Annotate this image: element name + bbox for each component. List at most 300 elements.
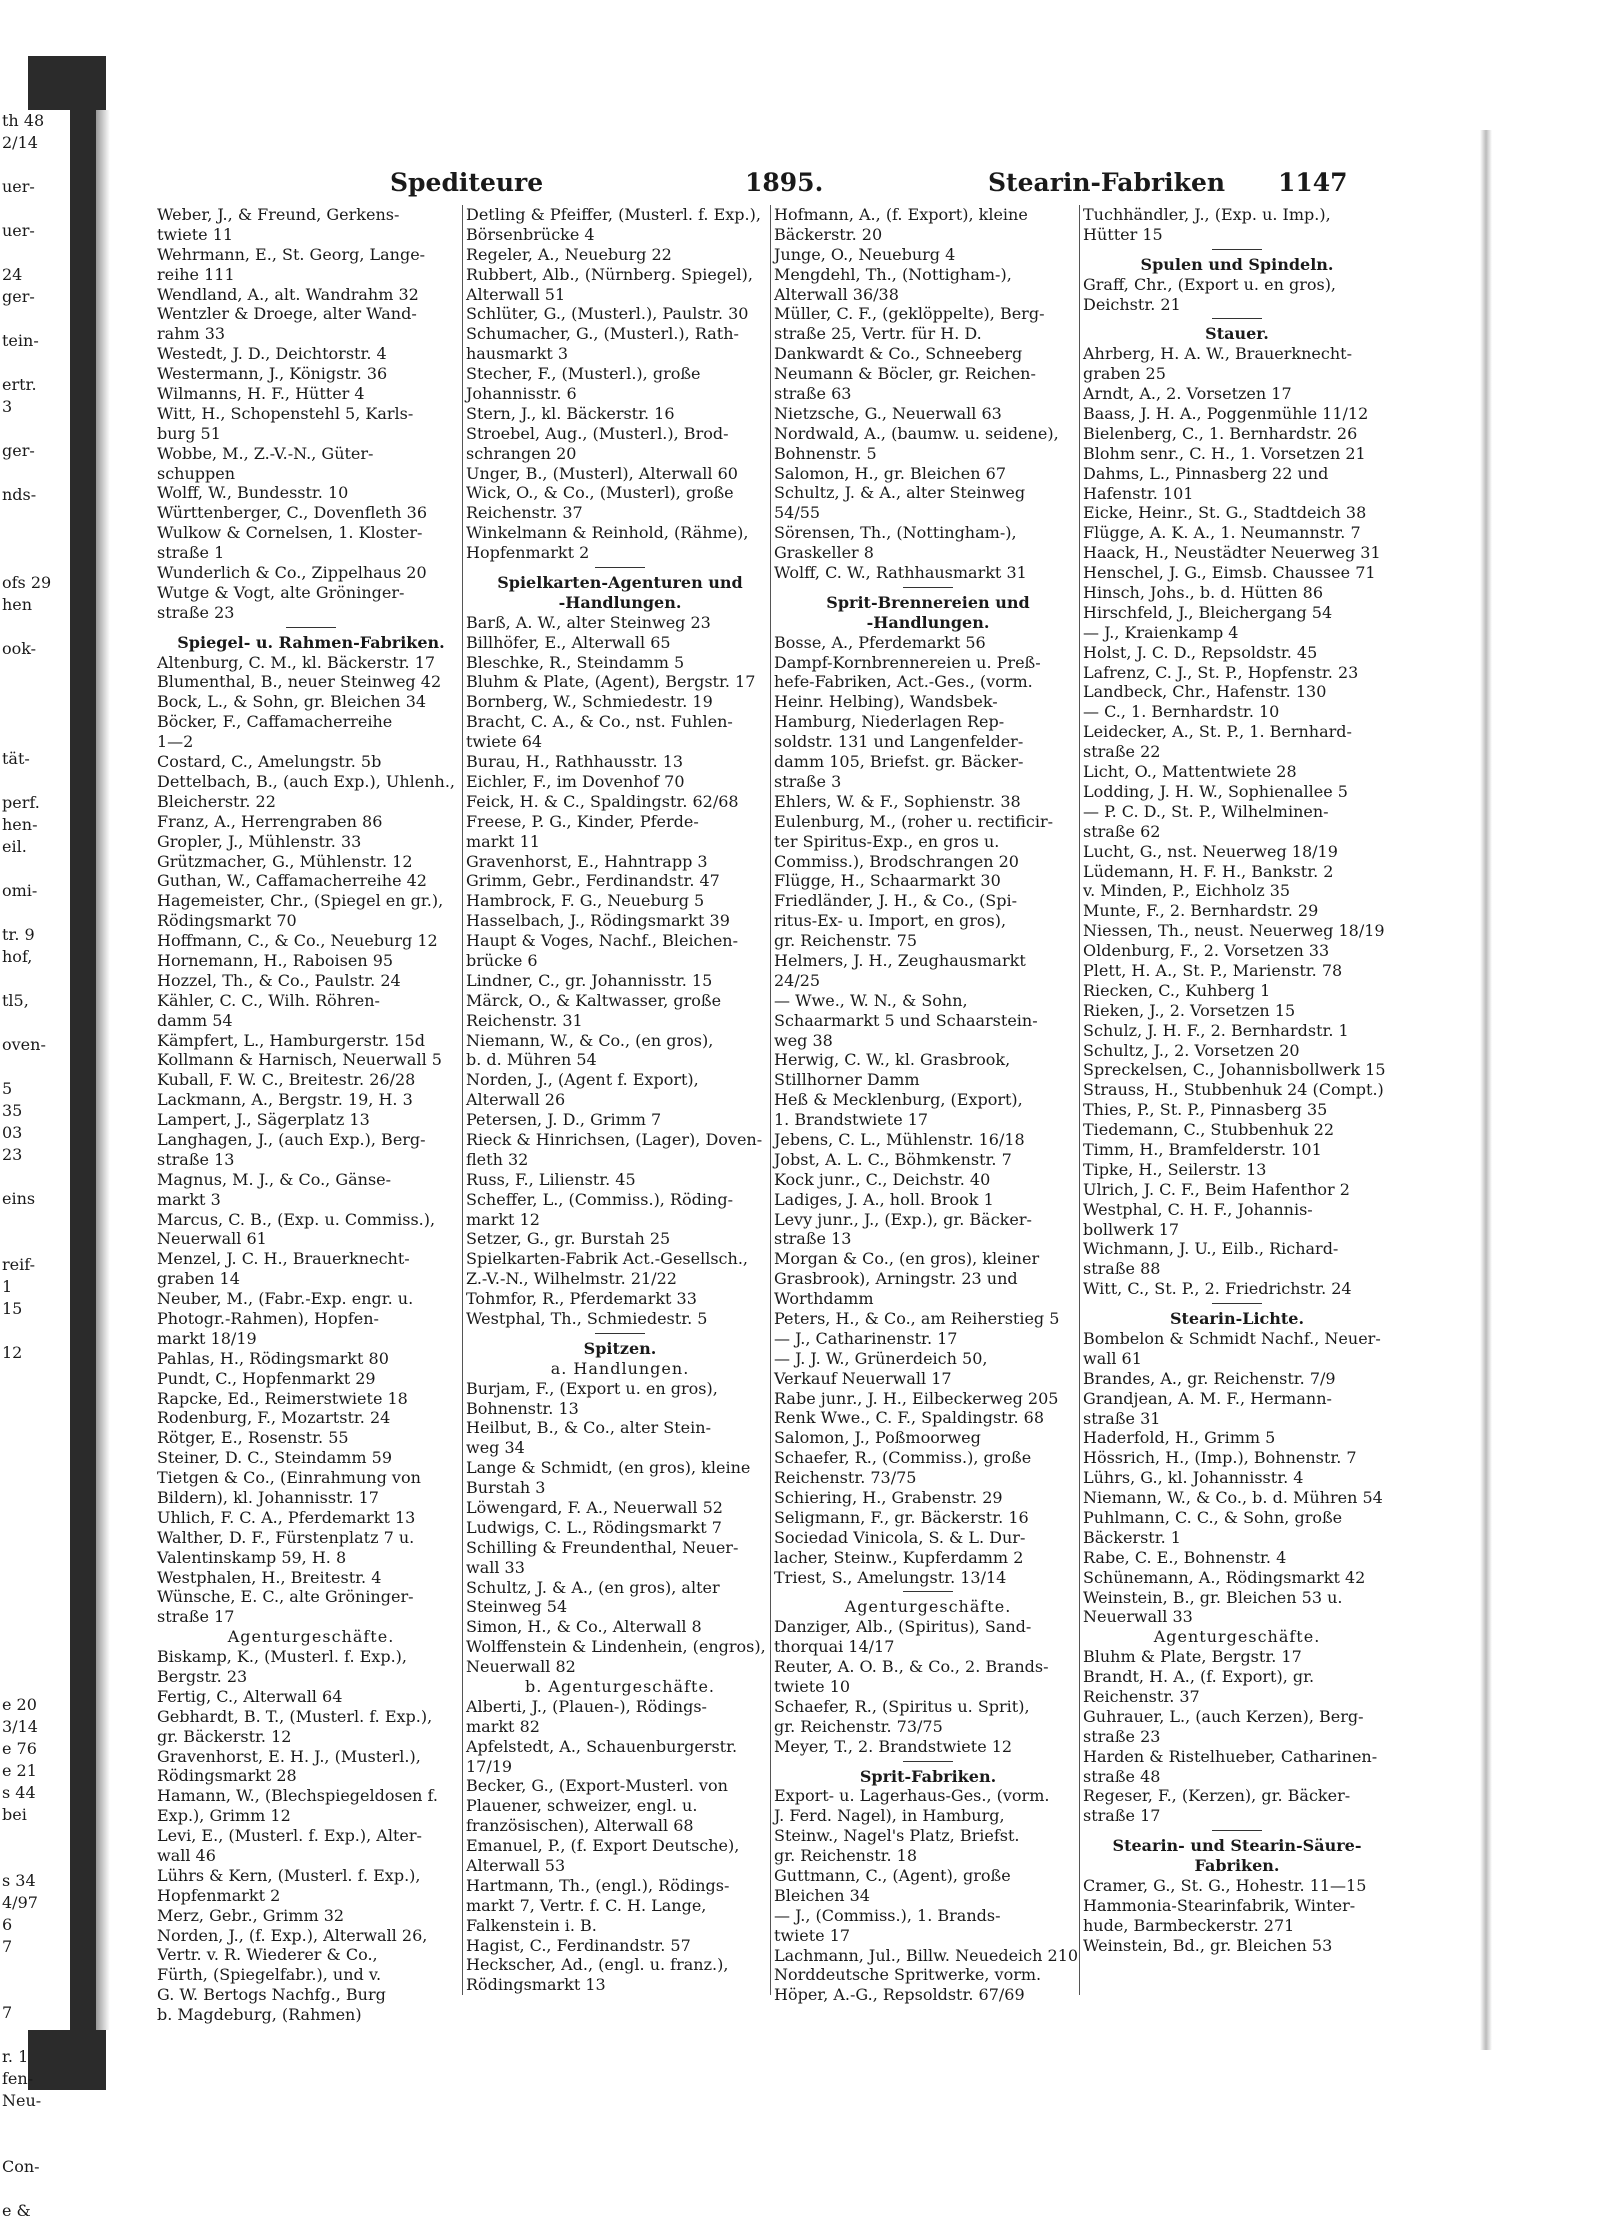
directory-entry-line: Rubbert, Alb., (Nürnberg. Spiegel), bbox=[466, 264, 753, 284]
directory-entry-line: Rödingsmarkt 28 bbox=[157, 1766, 297, 1786]
directory-entry-line: straße 13 bbox=[157, 1149, 235, 1169]
directory-entry-line: soldstr. 131 und Langenfelder- bbox=[774, 732, 1024, 752]
directory-entry-line: Hafenstr. 101 bbox=[1083, 483, 1194, 503]
section-heading: Stauer. bbox=[1205, 324, 1269, 344]
directory-entry-line: Oldenburg, F., 2. Vorsetzen 33 bbox=[1083, 941, 1330, 961]
directory-entry-line: Tietgen & Co., (Einrahmung von bbox=[157, 1468, 421, 1488]
directory-entry-line: Levi, E., (Musterl. f. Exp.), Alter- bbox=[157, 1826, 422, 1846]
directory-entry-line: Wichmann, J. U., Eilb., Richard- bbox=[1083, 1239, 1339, 1259]
directory-entry-line: Bluhm & Plate, (Agent), Bergstr. 17 bbox=[466, 672, 756, 692]
edge-fragment: th 48 bbox=[2, 111, 45, 130]
edge-fragment bbox=[0, 770, 70, 792]
subsection-heading: Agenturgeschäfte. bbox=[1153, 1627, 1321, 1647]
edge-fragment: Con- bbox=[2, 2157, 40, 2176]
directory-entry-line: fleth 32 bbox=[466, 1149, 529, 1169]
directory-entry-line: Bosse, A., Pferdemarkt 56 bbox=[774, 632, 986, 652]
edge-fragment: 15 bbox=[2, 1299, 23, 1318]
directory-entry-line: Nordwald, A., (baumw. u. seidene), bbox=[774, 423, 1059, 443]
directory-entry-line: Schultz, J. & A., (en gros), alter bbox=[466, 1577, 720, 1597]
edge-fragment bbox=[0, 1012, 70, 1034]
edge-fragment bbox=[0, 1408, 70, 1430]
directory-entry-line: — Wwe., W. N., & Sohn, bbox=[774, 990, 968, 1010]
directory-entry-line: Schaefer, R., (Commiss.), große bbox=[774, 1448, 1032, 1468]
directory-entry-line: Becker, G., (Export-Musterl. von bbox=[466, 1776, 728, 1796]
directory-entry-line: Arndt, A., 2. Vorsetzen 17 bbox=[1083, 384, 1292, 404]
directory-entry-line: Costard, C., Amelungstr. 5b bbox=[157, 752, 382, 772]
edge-fragment: 5 bbox=[2, 1079, 13, 1098]
directory-entry-line: Blumenthal, B., neuer Steinweg 42 bbox=[157, 672, 442, 692]
directory-entry-line: Rabe, C. E., Bohnenstr. 4 bbox=[1083, 1547, 1287, 1567]
directory-entry-line: markt 11 bbox=[466, 831, 540, 851]
directory-entry-line: Schilling & Freundenthal, Neuer- bbox=[466, 1537, 739, 1557]
edge-fragment: tein- bbox=[2, 331, 39, 350]
directory-entry-line: Ladiges, J. A., holl. Brook 1 bbox=[774, 1189, 994, 1209]
directory-entry-line: Haupt & Voges, Nachf., Bleichen- bbox=[466, 931, 739, 951]
directory-entry-line: b. Magdeburg, (Rahmen) bbox=[157, 2005, 362, 2025]
section-rule bbox=[466, 563, 774, 573]
edge-fragment bbox=[0, 1650, 70, 1672]
directory-entry-line: Neumann & Böcler, gr. Reichen- bbox=[774, 364, 1036, 384]
directory-entry-line: Friedländer, J. H., & Co., (Spi- bbox=[774, 891, 1018, 911]
edge-fragment bbox=[0, 1320, 70, 1342]
directory-entry-line: Stern, J., kl. Bäckerstr. 16 bbox=[466, 403, 675, 423]
directory-entry-line: Schaefer, R., (Spiritus u. Sprit), bbox=[774, 1696, 1030, 1716]
directory-entry-line: Rodenburg, F., Mozartstr. 24 bbox=[157, 1408, 391, 1428]
directory-entry-line: hefe-Fabriken, Act.-Ges., (vorm. bbox=[774, 672, 1033, 692]
directory-entry-line: Bäckerstr. 20 bbox=[774, 224, 883, 244]
edge-fragment: reif- bbox=[2, 1255, 35, 1274]
directory-entry-line: — J., (Commiss.), 1. Brands- bbox=[774, 1905, 1001, 1925]
directory-entry-line: Tiedemann, C., Stubbenhuk 22 bbox=[1083, 1120, 1335, 1140]
edge-fragment: ook- bbox=[2, 639, 37, 658]
section-heading: Fabriken. bbox=[1194, 1856, 1280, 1876]
directory-entry-line: Ludwigs, C. L., Rödingsmarkt 7 bbox=[466, 1517, 722, 1537]
directory-entry-line: Kollmann & Harnisch, Neuerwall 5 bbox=[157, 1050, 442, 1070]
edge-fragment: uer- bbox=[2, 221, 35, 240]
directory-entry-line: Morgan & Co., (en gros), kleiner bbox=[774, 1249, 1040, 1269]
directory-entry-line: Bielenberg, C., 1. Bernhardstr. 26 bbox=[1083, 423, 1358, 443]
directory-entry-line: Strauss, H., Stubbenhuk 24 (Compt.) bbox=[1083, 1080, 1384, 1100]
directory-entry-line: Dettelbach, B., (auch Exp.), Uhlenh., bbox=[157, 771, 456, 791]
directory-entry-line: Regeler, A., Neueburg 22 bbox=[466, 244, 672, 264]
directory-entry-line: Hofmann, A., (f. Export), kleine bbox=[774, 205, 1028, 224]
directory-entry-line: Merz, Gebr., Grimm 32 bbox=[157, 1905, 345, 1925]
edge-fragment bbox=[0, 2178, 70, 2200]
directory-entry-line: Petersen, J. D., Grimm 7 bbox=[466, 1110, 662, 1130]
directory-entry-line: Bohnenstr. 5 bbox=[774, 443, 877, 463]
edge-fragment bbox=[0, 726, 70, 748]
directory-entry-line: Billhöfer, E., Alterwall 65 bbox=[466, 632, 671, 652]
directory-entry-line: Hagist, C., Ferdinandstr. 57 bbox=[466, 1935, 691, 1955]
directory-entry-line: Hopfenmarkt 2 bbox=[157, 1885, 281, 1905]
edge-fragment: ertr. bbox=[2, 375, 37, 394]
directory-entry-line: Cramer, G., St. G., Hohestr. 11—15 bbox=[1083, 1876, 1367, 1896]
edge-fragment: tät- bbox=[2, 749, 30, 768]
edge-fragment: ger- bbox=[2, 441, 35, 460]
directory-entry-line: b. d. Mühren 54 bbox=[466, 1050, 597, 1070]
directory-entry-line: Wick, O., & Co., (Musterl), große bbox=[466, 483, 734, 503]
edge-fragment bbox=[0, 308, 70, 330]
directory-entry-line: Bock, L., & Sohn, gr. Bleichen 34 bbox=[157, 692, 427, 712]
directory-entry-line: Hamann, W., (Blechspiegeldosen f. bbox=[157, 1786, 438, 1806]
directory-entry-line: damm 54 bbox=[157, 1010, 233, 1030]
directory-entry-line: rahm 33 bbox=[157, 324, 226, 344]
directory-entry-line: Wehrmann, E., St. Georg, Lange- bbox=[157, 244, 426, 264]
edge-fragment: s 44 bbox=[2, 1783, 36, 1802]
directory-entry-line: straße 31 bbox=[1083, 1408, 1161, 1428]
directory-entry-line: Gropler, J., Mühlenstr. 33 bbox=[157, 831, 362, 851]
directory-entry-line: Plauener, schweizer, engl. u. bbox=[466, 1796, 698, 1816]
edge-fragment: 2/14 bbox=[2, 133, 38, 152]
directory-entry-line: gr. Reichenstr. 18 bbox=[774, 1846, 918, 1866]
edge-fragment bbox=[0, 902, 70, 924]
directory-entry-line: Graff, Chr., (Export u. en gros), bbox=[1083, 274, 1337, 294]
directory-entry-line: Licht, O., Mattentwiete 28 bbox=[1083, 762, 1297, 782]
edge-fragment bbox=[0, 418, 70, 440]
edge-fragment: 24 bbox=[2, 265, 23, 284]
directory-entry-line: schuppen bbox=[157, 463, 236, 483]
directory-entry-line: Graskeller 8 bbox=[774, 543, 874, 563]
directory-entry-line: Regeser, F., (Kerzen), gr. Bäcker- bbox=[1083, 1786, 1351, 1806]
section-heading: Spulen und Spindeln. bbox=[1140, 254, 1334, 274]
directory-entry-line: reihe 111 bbox=[157, 264, 235, 284]
directory-entry-line: Hopfenmarkt 2 bbox=[466, 543, 590, 563]
directory-entry-line: Niemann, W., & Co., b. d. Mühren 54 bbox=[1083, 1488, 1383, 1508]
edge-fragment: ofs 29 bbox=[2, 573, 52, 592]
directory-entry-line: Wentzler & Droege, alter Wand- bbox=[157, 304, 417, 324]
directory-entry-line: 54/55 bbox=[774, 503, 821, 523]
directory-entry-line: Rödingsmarkt 70 bbox=[157, 911, 297, 931]
directory-entry-line: Bleschke, R., Steindamm 5 bbox=[466, 652, 685, 672]
directory-entry-line: Westphal, Th., Schmiedestr. 5 bbox=[466, 1308, 708, 1328]
edge-fragment bbox=[0, 550, 70, 572]
directory-entry-line: Böcker, F., Caffamacherreihe bbox=[157, 712, 393, 732]
directory-entry-line: straße 62 bbox=[1083, 821, 1161, 841]
directory-entry-line: Pundt, C., Hopfenmarkt 29 bbox=[157, 1368, 376, 1388]
directory-entry-line: Guhrauer, L., (auch Kerzen), Berg- bbox=[1083, 1706, 1364, 1726]
directory-entry-line: wall 33 bbox=[466, 1557, 525, 1577]
edge-fragment: 1 bbox=[2, 1277, 13, 1296]
directory-entry-line: Valentinskamp 59, H. 8 bbox=[157, 1547, 347, 1567]
edge-fragment bbox=[0, 1540, 70, 1562]
edge-fragment: fen- bbox=[2, 2069, 34, 2088]
directory-entry-line: straße 88 bbox=[1083, 1259, 1161, 1279]
edge-fragment bbox=[0, 704, 70, 726]
directory-entry-line: Herwig, C. W., kl. Grasbrook, bbox=[774, 1050, 1011, 1070]
directory-entry-line: Dahms, L., Pinnasberg 22 und bbox=[1083, 463, 1329, 483]
directory-entry-line: Lührs, G., kl. Johannisstr. 4 bbox=[1083, 1468, 1304, 1488]
section-heading: -Handlungen. bbox=[558, 592, 682, 612]
directory-entry-line: Burau, H., Rathhausstr. 13 bbox=[466, 752, 684, 772]
edge-fragment bbox=[0, 1496, 70, 1518]
directory-entry-line: Burjam, F., (Export u. en gros), bbox=[466, 1378, 718, 1398]
edge-fragment bbox=[0, 1210, 70, 1232]
directory-entry-line: Brandt, H. A., (f. Export), gr. bbox=[1083, 1667, 1315, 1687]
directory-entry-line: Hagemeister, Chr., (Spiegel en gr.), bbox=[157, 891, 444, 911]
directory-entry-line: Tohmfor, R., Pferdemarkt 33 bbox=[466, 1289, 697, 1309]
header-right-title: Stearin-Fabriken bbox=[988, 168, 1226, 197]
directory-entry-line: Lüdemann, H. F. H., Bankstr. 2 bbox=[1083, 861, 1334, 881]
directory-entry-line: Uhlich, F. C. A., Pferdemarkt 13 bbox=[157, 1507, 416, 1527]
directory-entry-line: Detling & Pfeiffer, (Musterl. f. Exp.), bbox=[466, 205, 761, 224]
section-rule bbox=[1083, 1299, 1391, 1309]
directory-entry-line: Alterwall 53 bbox=[466, 1856, 566, 1876]
subsection-heading: b. Agenturgeschäfte. bbox=[525, 1677, 715, 1697]
directory-entry-line: Russ, F., Lilienstr. 45 bbox=[466, 1169, 636, 1189]
directory-entry-line: Alberti, J., (Plauen-), Rödings- bbox=[466, 1696, 707, 1716]
directory-entry-line: Heilbut, B., & Co., alter Stein- bbox=[466, 1418, 711, 1438]
directory-entry-line: Barß, A. W., alter Steinweg 23 bbox=[466, 612, 711, 632]
edge-fragment: 03 bbox=[2, 1123, 23, 1142]
directory-entry-line: damm 105, Briefst. gr. Bäcker- bbox=[774, 752, 1024, 772]
directory-entry-line: Westedt, J. D., Deichtorstr. 4 bbox=[157, 344, 387, 364]
directory-entry-line: markt 12 bbox=[466, 1209, 540, 1229]
directory-entry-line: Rötger, E., Rosenstr. 55 bbox=[157, 1428, 349, 1448]
directory-entry-line: Blohm senr., C. H., 1. Vorsetzen 21 bbox=[1083, 443, 1366, 463]
edge-fragment bbox=[0, 242, 70, 264]
directory-entry-line: Eicke, Heinr., St. G., Stadtdeich 38 bbox=[1083, 503, 1367, 523]
directory-entry-line: Fertig, C., Alterwall 64 bbox=[157, 1686, 343, 1706]
edge-fragment bbox=[0, 1584, 70, 1606]
directory-entry-line: Lange & Schmidt, (en gros), kleine bbox=[466, 1458, 751, 1478]
edge-fragment bbox=[0, 1826, 70, 1848]
directory-entry-line: Alterwall 26 bbox=[466, 1090, 566, 1110]
directory-entry-line: lacher, Steinw., Kupferdamm 2 bbox=[774, 1547, 1024, 1567]
edge-fragment: uer- bbox=[2, 177, 35, 196]
directory-entry-line: Schiering, H., Grabenstr. 29 bbox=[774, 1488, 1003, 1507]
directory-entry-line: Norddeutsche Spritwerke, vorm. bbox=[774, 1965, 1042, 1985]
directory-entry-line: Rapcke, Ed., Reimerstwiete 18 bbox=[157, 1388, 408, 1408]
edge-fragment bbox=[0, 1166, 70, 1188]
directory-entry-line: Franz, A., Herrengraben 86 bbox=[157, 811, 383, 831]
directory-entry-line: Steiner, D. C., Steindamm 59 bbox=[157, 1448, 393, 1468]
edge-fragment bbox=[0, 1628, 70, 1650]
directory-entry-line: Setzer, G., gr. Burstah 25 bbox=[466, 1229, 671, 1249]
directory-entry-line: Lackmann, A., Bergstr. 19, H. 3 bbox=[157, 1090, 413, 1110]
directory-entry-line: Burstah 3 bbox=[466, 1478, 546, 1498]
directory-entry-line: Henschel, J. G., Eimsb. Chaussee 71 bbox=[1083, 563, 1376, 583]
directory-entry-line: Spielkarten-Fabrik Act.-Gesellsch., bbox=[466, 1249, 748, 1269]
directory-entry-line: Wulkow & Cornelsen, 1. Kloster- bbox=[157, 523, 423, 543]
directory-entry-line: Witt, C., St. P., 2. Friedrichstr. 24 bbox=[1083, 1279, 1352, 1299]
directory-entry-line: Bäckerstr. 1 bbox=[1083, 1527, 1181, 1547]
edge-fragment: 3/14 bbox=[2, 1717, 38, 1736]
section-heading: Spitzen. bbox=[583, 1338, 657, 1358]
directory-entry-line: Simon, H., & Co., Alterwall 8 bbox=[466, 1617, 702, 1637]
directory-entry-line: Ahrberg, H. A. W., Brauerknecht- bbox=[1083, 344, 1352, 364]
directory-entry-line: ter Spiritus-Exp., en gros u. bbox=[774, 831, 1000, 851]
section-heading: Sprit-Fabriken. bbox=[859, 1766, 997, 1786]
page-header bbox=[390, 168, 1620, 208]
directory-entry-line: Ehlers, W. & F., Sophienstr. 38 bbox=[774, 791, 1021, 811]
directory-entry-line: Grasbrook), Arningstr. 23 und bbox=[774, 1269, 1018, 1289]
directory-entry-line: Wendland, A., alt. Wandrahm 32 bbox=[157, 284, 419, 304]
directory-entry-line: straße 1 bbox=[157, 543, 225, 563]
edge-fragment bbox=[0, 1364, 70, 1386]
directory-entry-line: Niessen, Th., neust. Neuerweg 18/19 bbox=[1083, 921, 1385, 941]
directory-entry-line: Weber, J., & Freund, Gerkens- bbox=[157, 205, 400, 224]
directory-entry-line: twiete 17 bbox=[774, 1925, 851, 1945]
directory-entry-line: straße 3 bbox=[774, 771, 842, 791]
directory-entry-line: Wolff, C. W., Rathhausmarkt 31 bbox=[774, 563, 1027, 583]
directory-entry-line: Hamburg, Niederlagen Rep- bbox=[774, 712, 1005, 732]
edge-fragment bbox=[0, 968, 70, 990]
page-gutter-shadow bbox=[96, 110, 110, 2030]
directory-entry-line: brücke 6 bbox=[466, 950, 538, 970]
directory-entry-line: Thies, P., St. P., Pinnasberg 35 bbox=[1083, 1100, 1328, 1120]
directory-entry-line: Bohnenstr. 13 bbox=[466, 1398, 579, 1418]
header-left-title: Spediteure bbox=[390, 168, 544, 197]
section-rule bbox=[774, 583, 1082, 593]
directory-entry-line: G. W. Bertogs Nachfg., Burg bbox=[157, 1985, 386, 2005]
edge-fragment: r. 1 bbox=[2, 2047, 29, 2066]
column-divider bbox=[462, 205, 463, 1995]
directory-entry-line: v. Minden, P., Eichholz 35 bbox=[1083, 881, 1291, 901]
directory-entry-line: Märck, O., & Kaltwasser, große bbox=[466, 990, 722, 1010]
directory-entry-line: Dankwardt & Co., Schneeberg bbox=[774, 344, 1023, 364]
edge-fragment bbox=[0, 1672, 70, 1694]
directory-entry-line: Pahlas, H., Rödingsmarkt 80 bbox=[157, 1348, 389, 1368]
directory-entry-line: Munte, F., 2. Bernhardstr. 29 bbox=[1083, 901, 1319, 921]
directory-entry-line: straße 25, Vertr. für H. D. bbox=[774, 324, 982, 344]
directory-entry-line: Hartmann, Th., (engl.), Rödings- bbox=[466, 1875, 730, 1895]
edge-fragment bbox=[0, 1518, 70, 1540]
directory-entry-line: Salomon, H., gr. Bleichen 67 bbox=[774, 463, 1006, 483]
directory-entry-line: Kämpfert, L., Hamburgerstr. 15d bbox=[157, 1030, 425, 1050]
column-2 bbox=[466, 205, 774, 2005]
edge-fragment bbox=[0, 616, 70, 638]
edge-fragment bbox=[0, 462, 70, 484]
directory-entry-line: straße 17 bbox=[1083, 1806, 1161, 1826]
directory-entry-line: Hasselbach, J., Rödingsmarkt 39 bbox=[466, 911, 730, 931]
directory-entry-line: Biskamp, K., (Musterl. f. Exp.), bbox=[157, 1647, 407, 1667]
column-3 bbox=[774, 205, 1082, 2005]
directory-entry-line: Rieck & Hinrichsen, (Lager), Doven- bbox=[466, 1129, 763, 1149]
directory-entry-line: Löwengard, F. A., Neuerwall 52 bbox=[466, 1498, 723, 1517]
edge-fragment bbox=[0, 1474, 70, 1496]
directory-entry-line: gr. Bäckerstr. 12 bbox=[157, 1726, 292, 1746]
directory-entry-line: Wolffenstein & Lindenhein, (engros), bbox=[466, 1637, 766, 1657]
directory-entry-line: Norden, J., (f. Exp.), Alterwall 26, bbox=[157, 1925, 428, 1945]
directory-entry-line: markt 7, Vertr. f. C. H. Lange, bbox=[466, 1895, 707, 1915]
directory-entry-line: graben 14 bbox=[157, 1269, 240, 1289]
directory-entry-line: ritus-Ex- u. Import, en gros), bbox=[774, 911, 1007, 931]
edge-fragment: eil. bbox=[2, 837, 27, 856]
edge-fragment: hof, bbox=[2, 947, 33, 966]
directory-entry-line: Reichenstr. 73/75 bbox=[774, 1468, 917, 1488]
directory-entry-line: Landbeck, Chr., Hafenstr. 130 bbox=[1083, 682, 1327, 702]
directory-entry-line: Heß & Mecklenburg, (Export), bbox=[774, 1090, 1023, 1110]
directory-entry-line: Haderfold, H., Grimm 5 bbox=[1083, 1428, 1276, 1448]
section-rule bbox=[774, 1757, 1082, 1767]
directory-entry-line: Gravenhorst, E. H. J., (Musterl.), bbox=[157, 1746, 421, 1766]
directory-entry-line: hausmarkt 3 bbox=[466, 344, 569, 364]
subsection-heading: Agenturgeschäfte. bbox=[227, 1627, 395, 1647]
section-rule bbox=[466, 1329, 774, 1339]
edge-fragment bbox=[0, 528, 70, 550]
directory-entry-line: straße 48 bbox=[1083, 1766, 1161, 1786]
directory-entry-line: burg 51 bbox=[157, 423, 221, 443]
directory-entry-line: Guttmann, C., (Agent), große bbox=[774, 1866, 1011, 1886]
directory-entry-line: Bombelon & Schmidt Nachf., Neuer- bbox=[1083, 1328, 1381, 1348]
directory-entry-line: Hammonia-Stearinfabrik, Winter- bbox=[1083, 1895, 1356, 1915]
directory-entry-line: Unger, B., (Musterl), Alterwall 60 bbox=[466, 463, 738, 483]
directory-entry-line: Jobst, A. L. C., Böhmkenstr. 7 bbox=[774, 1149, 1012, 1169]
directory-entry-line: Worthdamm bbox=[774, 1289, 874, 1309]
directory-entry-line: Johannisstr. 6 bbox=[466, 384, 577, 404]
directory-entry-line: thorquai 14/17 bbox=[774, 1637, 895, 1657]
directory-entry-line: Westphal, C. H. F., Johannis- bbox=[1083, 1199, 1313, 1219]
directory-entry-line: Neuerwall 82 bbox=[466, 1657, 576, 1677]
edge-fragment: bei bbox=[2, 1805, 27, 1824]
edge-fragment: 6 bbox=[2, 1915, 13, 1934]
directory-entry-line: Norden, J., (Agent f. Export), bbox=[466, 1070, 699, 1090]
directory-entry-line: Seligmann, F., gr. Bäckerstr. 16 bbox=[774, 1507, 1029, 1527]
directory-entry-line: Bracht, C. A., & Co., nst. Fuhlen- bbox=[466, 712, 733, 732]
directory-entry-line: Hinsch, Johs., b. d. Hütten 86 bbox=[1083, 583, 1324, 603]
section-rule bbox=[1083, 1826, 1391, 1836]
directory-entry-line: Alterwall 51 bbox=[466, 284, 566, 304]
directory-entry-line: Lampert, J., Sägerplatz 13 bbox=[157, 1110, 370, 1130]
directory-entry-line: Kähler, C. C., Wilh. Röhren- bbox=[157, 990, 380, 1010]
directory-entry-line: straße 63 bbox=[774, 384, 852, 404]
directory-entry-line: Württenberger, C., Dovenfleth 36 bbox=[157, 503, 428, 523]
directory-entry-line: Neuerwall 33 bbox=[1083, 1607, 1193, 1627]
directory-entry-line: Meyer, T., 2. Brandstwiete 12 bbox=[774, 1736, 1013, 1756]
directory-entry-line: — C., 1. Bernhardstr. 10 bbox=[1083, 702, 1280, 722]
directory-entry-line: Peters, H., & Co., am Reiherstieg 5 bbox=[774, 1308, 1060, 1328]
directory-entry-line: Eulenburg, M., (roher u. rectificir- bbox=[774, 811, 1054, 831]
directory-entry-line: Grandjean, A. M. F., Hermann- bbox=[1083, 1388, 1332, 1408]
directory-entry-line: Lindner, C., gr. Johannisstr. 15 bbox=[466, 970, 713, 990]
directory-entry-line: Neuerwall 61 bbox=[157, 1229, 267, 1249]
directory-entry-line: Lucht, G., nst. Neuerweg 18/19 bbox=[1083, 841, 1338, 861]
directory-entry-line: Stroebel, Aug., (Musterl.), Brod- bbox=[466, 423, 729, 443]
edge-fragment: hen- bbox=[2, 815, 38, 834]
edge-fragment: 12 bbox=[2, 1343, 23, 1362]
edge-fragment: e & bbox=[2, 2201, 31, 2220]
edge-fragment bbox=[0, 858, 70, 880]
directory-entry-line: Nietzsche, G., Neuerwall 63 bbox=[774, 403, 1002, 423]
directory-entry-line: Tipke, H., Seilerstr. 13 bbox=[1083, 1159, 1267, 1179]
directory-entry-line: Triest, S., Amelungstr. 13/14 bbox=[774, 1567, 1007, 1587]
directory-entry-line: Heckscher, Ad., (engl. u. franz.), bbox=[466, 1955, 729, 1975]
subsection-heading: a. Handlungen. bbox=[550, 1358, 690, 1378]
directory-entry-line: Feick, H. & C., Spaldingstr. 62/68 bbox=[466, 791, 739, 811]
directory-entry-line: Baass, J. H. A., Poggenmühle 11/12 bbox=[1083, 404, 1369, 424]
directory-entry-line: Flügge, A. K. A., 1. Neumannstr. 7 bbox=[1083, 523, 1361, 543]
directory-entry-line: Ulrich, J. C. F., Beim Hafenthor 2 bbox=[1083, 1179, 1350, 1199]
edge-fragment: ger- bbox=[2, 287, 35, 306]
directory-entry-line: Reuter, A. O. B., & Co., 2. Brands- bbox=[774, 1657, 1049, 1677]
directory-entry-line: Flügge, H., Schaarmarkt 30 bbox=[774, 871, 1001, 891]
directory-entry-line: Bergstr. 23 bbox=[157, 1667, 248, 1687]
directory-entry-line: hude, Barmbeckerstr. 271 bbox=[1083, 1915, 1295, 1935]
section-rule bbox=[1083, 245, 1391, 255]
directory-entry-line: Müller, C. F., (geklöppelte), Berg- bbox=[774, 304, 1045, 324]
edge-fragment: 7 bbox=[2, 1937, 13, 1956]
directory-entry-line: markt 18/19 bbox=[157, 1328, 257, 1348]
directory-entry-line: 24/25 bbox=[774, 970, 821, 990]
directory-entry-line: Steinweg 54 bbox=[466, 1597, 568, 1617]
directory-entry-line: Menzel, J. C. H., Brauerknecht- bbox=[157, 1249, 410, 1269]
edge-fragment: 35 bbox=[2, 1101, 23, 1120]
column-1 bbox=[157, 205, 465, 2025]
directory-entry-line: Spreckelsen, C., Johannisbollwerk 15 bbox=[1083, 1060, 1386, 1080]
edge-fragment bbox=[0, 506, 70, 528]
header-year: 1895. bbox=[745, 168, 824, 197]
edge-fragment bbox=[0, 1562, 70, 1584]
